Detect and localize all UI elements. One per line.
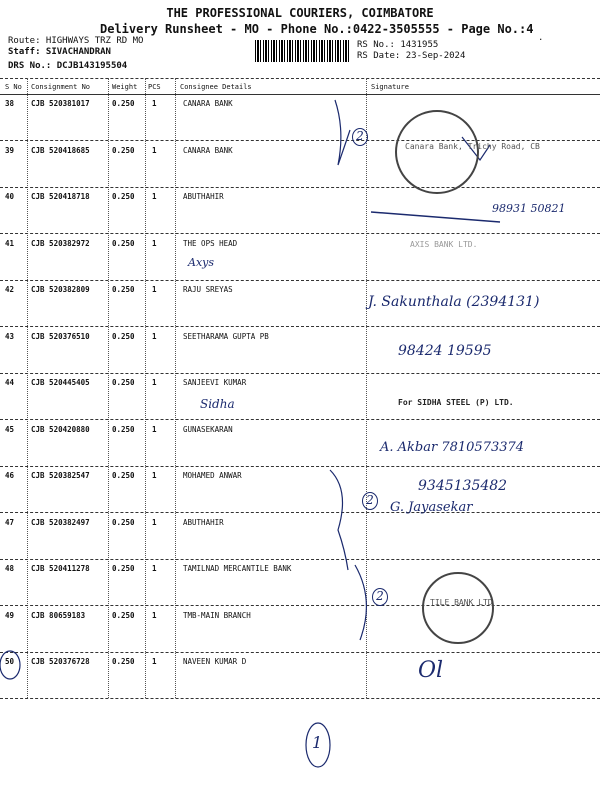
- cell-pcs: 1: [152, 145, 157, 155]
- cell-consignment: CJB 520420880: [31, 424, 90, 434]
- hw-circle-2-b: 2: [362, 492, 378, 510]
- cell-consignment: CJB 520418718: [31, 192, 90, 201]
- cell-weight: 0.250: [112, 378, 135, 387]
- cell-sno: 47: [5, 517, 15, 527]
- cell-sno: 38: [5, 99, 15, 108]
- cell-pcs: 1: [152, 238, 157, 248]
- hw-r46-phone: 9345135482: [418, 478, 508, 494]
- cell-consignee: TMB-MAIN BRANCH: [183, 610, 251, 620]
- runsheet-title: THE PROFESSIONAL COURIERS, COIMBATORE: [166, 6, 434, 20]
- cell-sno: 43: [5, 331, 15, 341]
- cell-consignee: SEETHARAMA GUPTA PB: [183, 331, 269, 341]
- cell-weight: 0.250: [112, 331, 135, 341]
- cell-consignee: CANARA BANK: [183, 99, 233, 108]
- cell-consignee: MOHAMED ANWAR: [183, 471, 242, 480]
- cell-consignee: THE OPS HEAD: [183, 238, 238, 248]
- cell-weight: 0.250: [112, 610, 135, 620]
- col-consignment-header: Consignment No: [31, 83, 91, 91]
- cell-consignment: CJB 520382972: [31, 238, 90, 248]
- cell-sno: 44: [5, 378, 15, 387]
- runsheet-subtitle: Delivery Runsheet - MO - Phone No.:0422-3505555 - Page No.:4: [100, 22, 534, 36]
- cell-consignment: CJB 520382497: [31, 517, 90, 527]
- cell-pcs: 1: [152, 424, 157, 434]
- cell-consignee: ABUTHAHIR: [183, 517, 224, 527]
- hw-circle-1: 1: [312, 733, 323, 752]
- canara-bank-stamp: [395, 110, 479, 194]
- tmb-stamp-text: TILE BANK LTD: [430, 598, 493, 607]
- cell-consignee: SANJEEVI KUMAR: [183, 378, 247, 387]
- rs-number: RS No.: 1431955: [357, 40, 439, 50]
- cell-consignment: CJB 520382547: [31, 471, 90, 480]
- cell-weight: 0.250: [112, 285, 135, 294]
- cell-pcs: 1: [152, 517, 157, 527]
- cell-consignee: NAVEEN KUMAR D: [183, 657, 247, 666]
- cell-pcs: 1: [152, 192, 157, 201]
- cell-pcs: 1: [152, 99, 157, 108]
- col-weight-header: Weight: [112, 83, 138, 91]
- rs-date: RS Date: 23-Sep-2024: [357, 51, 466, 61]
- cell-pcs: 1: [152, 331, 157, 341]
- cell-sno: 45: [5, 424, 15, 434]
- cell-weight: 0.250: [112, 145, 135, 155]
- col-pcs-header: PCS: [148, 83, 161, 91]
- cell-consignment: CJB 520376728: [31, 657, 90, 666]
- hw-r44: Sidha: [200, 397, 235, 411]
- cell-pcs: 1: [152, 285, 157, 294]
- cell-consignment: CJB 520381017: [31, 99, 90, 108]
- axis-stamp-text: AXIS BANK LTD.: [410, 240, 478, 249]
- cell-sno: 50: [5, 657, 15, 666]
- cell-weight: 0.250: [112, 424, 135, 434]
- hw-circle-2-c: 2: [372, 588, 388, 606]
- cell-consignee: ABUTHAHIR: [183, 192, 224, 201]
- cell-consignee: GUNASEKARAN: [183, 424, 233, 434]
- hw-circle-2-a: 2: [352, 128, 368, 146]
- cell-consignee: RAJU SREYAS: [183, 285, 233, 294]
- hw-r41: Axys: [188, 256, 215, 269]
- tmb-stamp: [422, 572, 494, 644]
- cell-weight: 0.250: [112, 517, 135, 527]
- hw-r50: Ol: [418, 658, 444, 683]
- hw-r42: J. Sakunthala (2394131): [368, 294, 540, 310]
- cell-sno: 48: [5, 564, 15, 573]
- cell-pcs: 1: [152, 378, 157, 387]
- cell-sno: 49: [5, 610, 15, 620]
- hw-r46-name: G. Jayasekar: [390, 500, 473, 515]
- cell-weight: 0.250: [112, 99, 135, 108]
- cell-weight: 0.250: [112, 657, 135, 666]
- stray-mark: .: [538, 33, 544, 43]
- cell-consignment: CJB 520445405: [31, 378, 90, 387]
- cell-pcs: 1: [152, 610, 157, 620]
- cell-pcs: 1: [152, 564, 157, 573]
- cell-consignment: CJB 520382809: [31, 285, 90, 294]
- cell-weight: 0.250: [112, 238, 135, 248]
- cell-weight: 0.250: [112, 471, 135, 480]
- hw-r43: 98424 19595: [398, 343, 492, 359]
- cell-consignment: CJB 520376510: [31, 331, 90, 341]
- cell-consignment: CJB 80659183: [31, 610, 86, 620]
- canara-stamp-text: Canara Bank, Trichy Road, CB: [405, 142, 540, 151]
- col-signature-header: Signature: [371, 83, 409, 91]
- cell-sno: 40: [5, 192, 15, 201]
- staff-label: Staff: SIVACHANDRAN: [8, 47, 111, 57]
- col-sno-header: S No: [5, 83, 22, 91]
- cell-sno: 39: [5, 145, 15, 155]
- cell-sno: 42: [5, 285, 15, 294]
- route-label: Route: HIGHWAYS TRZ RD MO: [8, 36, 144, 46]
- drs-number: DRS No.: DCJB143195504: [8, 61, 128, 71]
- cell-consignment: CJB 520411278: [31, 564, 90, 573]
- cell-pcs: 1: [152, 657, 157, 666]
- col-consignee-header: Consignee Details: [180, 83, 252, 91]
- cell-consignment: CJB 520418685: [31, 145, 90, 155]
- cell-consignee: TAMILNAD MERCANTILE BANK: [183, 564, 292, 573]
- hw-r45: A. Akbar 7810573374: [380, 440, 525, 455]
- cell-weight: 0.250: [112, 564, 135, 573]
- sidha-stamp-text: For SIDHA STEEL (P) LTD.: [398, 398, 514, 407]
- cell-sno: 46: [5, 471, 15, 480]
- hw-r40: 98931 50821: [492, 202, 566, 215]
- cell-consignee: CANARA BANK: [183, 145, 233, 155]
- cell-weight: 0.250: [112, 192, 135, 201]
- cell-pcs: 1: [152, 471, 157, 480]
- cell-sno: 41: [5, 238, 15, 248]
